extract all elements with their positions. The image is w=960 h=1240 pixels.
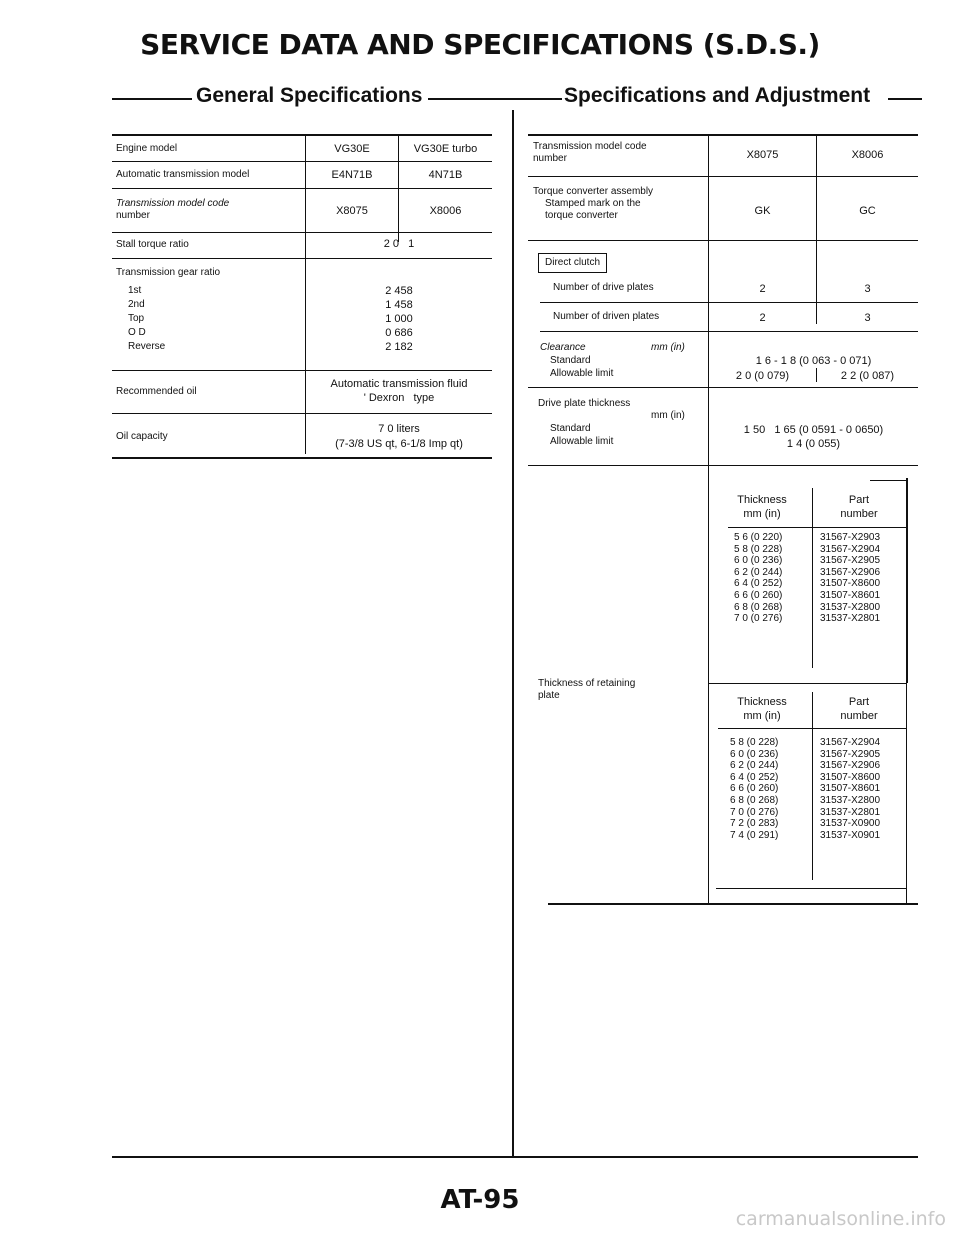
table1-part-5: 31507-X8601 [820,589,881,601]
clearance-unit: mm (in) [651,342,685,353]
gear-2nd-label: 2nd [128,299,145,310]
drive-thickness-unit: mm (in) [651,410,685,421]
gear-top-value: 1 000 [385,313,413,325]
general-specifications-heading: General Specifications [112,84,512,114]
page-title: SERVICE DATA AND SPECIFICATIONS (S.D.S.) [140,28,820,61]
table1-part-column [820,532,880,625]
center-divider [512,110,514,1158]
gear-1st-value: 2 458 [385,285,413,297]
clearance-allow-label: Allowable limit [550,368,614,379]
code-label-1: Transmission model code [116,198,230,209]
capacity-value-1: 7 0 liters [378,423,420,435]
converter-value-1: GK [754,205,771,217]
table2-part-6: 31537-X2801 [820,806,881,818]
engine-model-label: Engine model [116,143,178,154]
direct-clutch-box: Direct clutch [538,253,607,273]
table1-thickness-column [734,532,782,625]
stall-label: Stall torque ratio [116,239,189,250]
table1-thickness-4: 6 4 (0 252) [734,578,783,590]
table1-thickness-1: 5 8 (0 228) [734,543,783,555]
converter-label-1: Torque converter assembly [533,186,654,197]
gear-top-label: Top [128,313,145,324]
at-model-value-2: 4N71B [428,169,463,181]
clearance-allow-value-1: 2 0 (0 079) [735,370,790,382]
watermark: carmanualsonline.info [735,1208,946,1230]
table2-thickness-4: 6 6 (0 260) [730,783,779,795]
table1-part-7: 31537-X2801 [820,613,881,625]
gear-2nd-value: 1 458 [385,299,413,311]
table2-part-3: 31507-X8600 [820,771,881,783]
table1-thickness-5: 6 6 (0 260) [734,589,783,601]
table1-part-header: Part [848,494,870,506]
table2-part-1: 31567-X2905 [820,748,881,760]
oil-label: Recommended oil [116,386,197,397]
table1-thickness-7: 7 0 (0 276) [734,613,783,625]
table2-thickness-2: 6 2 (0 244) [730,760,779,772]
gear-od-value: 0 686 [385,327,413,339]
table1-thickness-6: 6 8 (0 268) [734,601,783,613]
table2-part-header: Part [848,696,870,708]
table1-thickness-0: 5 6 (0 220) [734,532,783,543]
table2-part-8: 31537-X0901 [820,829,881,841]
table1-part-6: 31537-X2800 [820,601,881,613]
gear-reverse-value: 2 182 [385,341,413,353]
gear-od-label: O D [128,327,146,338]
spec-code-label-2: number [533,153,567,164]
gear-1st-label: 1st [128,285,142,296]
gear-reverse-label: Reverse [128,341,166,352]
spec-code-value-1: X8075 [746,149,779,161]
table1-part-4: 31507-X8600 [820,578,881,590]
clearance-allow-value-2: 2 2 (0 087) [840,370,895,382]
retaining-label-2: plate [538,690,560,701]
page-number: AT-95 [440,1185,520,1215]
capacity-value-2: (7-3/8 US qt, 6-1/8 Imp qt) [335,438,463,450]
engine-model-value-1: VG30E [334,143,370,155]
table2-part-2: 31567-X2906 [820,760,881,772]
driven-plates-label: Number of driven plates [553,311,660,322]
converter-label-2: Stamped mark on the [545,198,641,209]
drive-thickness-allow-value: 1 4 (0 055) [786,438,841,450]
table1-unit-header: mm (in) [743,508,781,520]
converter-label-3: torque converter [545,210,618,221]
table2-thickness-5: 6 8 (0 268) [730,794,779,806]
table2-thickness-column [730,737,778,841]
table1-thickness-header: Thickness [737,494,787,506]
table2-part-7: 31537-X0900 [820,818,881,830]
table2-thickness-0: 5 8 (0 228) [730,737,779,748]
table1-number-header: number [840,508,878,520]
driven-plates-value-1: 2 [759,312,766,324]
driven-plates-value-2: 3 [864,312,871,324]
oil-value-1: Automatic transmission fluid [330,378,468,390]
code-value-1: X8075 [336,205,368,217]
drive-thickness-std-value: 1 50 1 65 (0 0591 - 0 0650) [743,424,884,436]
oil-value-2: ' Dexron type [363,392,435,404]
table2-part-4: 31507-X8601 [820,783,881,795]
table2-thickness-3: 6 4 (0 252) [730,771,779,783]
drive-thickness-label: Drive plate thickness [538,398,631,409]
table1-part-0: 31567-X2903 [820,532,881,543]
table1-thickness-3: 6 2 (0 244) [734,566,783,578]
table2-number-header: number [840,710,878,722]
drive-plates-value-2: 3 [864,283,871,295]
drive-thickness-std-label: Standard [550,423,591,434]
table2-thickness-1: 6 0 (0 236) [730,748,779,760]
at-model-value-1: E4N71B [331,169,373,181]
table2-thickness-6: 7 0 (0 276) [730,806,779,818]
clearance-label: Clearance [540,342,586,353]
bottom-rule [112,1156,918,1158]
table1-part-1: 31567-X2904 [820,543,881,555]
table1-thickness-2: 6 0 (0 236) [734,555,783,567]
table2-thickness-header: Thickness [737,696,787,708]
table2-part-0: 31567-X2904 [820,737,881,748]
drive-plates-label: Number of drive plates [553,282,654,293]
clearance-std-label: Standard [550,355,591,366]
table2-thickness-8: 7 4 (0 291) [730,829,779,841]
table2-thickness-7: 7 2 (0 283) [730,818,779,830]
drive-thickness-allow-label: Allowable limit [550,436,614,447]
table2-part-5: 31537-X2800 [820,794,881,806]
code-value-2: X8006 [429,205,462,217]
at-model-label: Automatic transmission model [116,169,250,180]
table1-part-3: 31567-X2906 [820,566,881,578]
table2-part-column [820,737,880,841]
engine-model-value-2: VG30E turbo [413,143,478,155]
stall-value: 2 0 1 [383,238,415,250]
retaining-label-1: Thickness of retaining [538,678,636,689]
spec-code-value-2: X8006 [851,149,884,161]
specifications-adjustment-heading: Specifications and Adjustment [512,84,922,114]
converter-value-2: GC [859,205,876,217]
table2-unit-header: mm (in) [743,710,781,722]
code-label-2: number [116,210,150,221]
capacity-label: Oil capacity [116,431,168,442]
table1-part-2: 31567-X2905 [820,555,881,567]
clearance-std-value: 1 6 - 1 8 (0 063 - 0 071) [755,355,872,367]
drive-plates-value-1: 2 [759,283,766,295]
gear-ratio-label: Transmission gear ratio [116,267,221,278]
spec-code-label-1: Transmission model code [533,141,647,152]
